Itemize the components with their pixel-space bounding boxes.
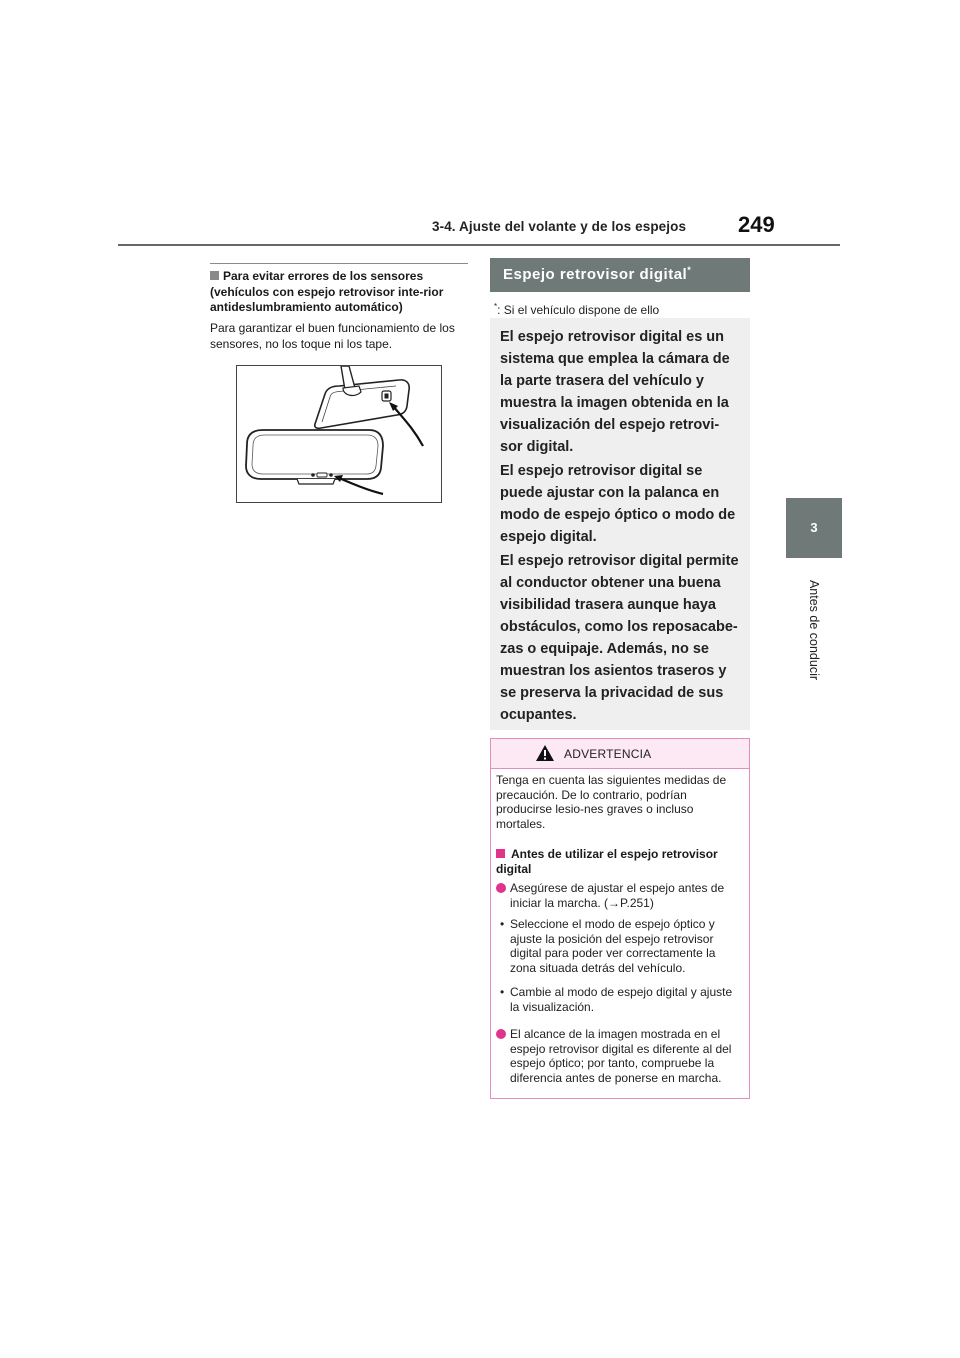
intro-paragraph: El espejo retrovisor digital permite al conductor obtener una buena visibilidad trasera aunque haya obstáculos, como los reposacabe-zas o equipaje. Además, no se muestran los asientos traseros y se preserva la privacidad de sus ocupantes. [500, 553, 739, 723]
intro-paragraph: El espejo retrovisor digital es un sistema que emplea la cámara de la parte trasera del vehículo y muestra la imagen obtenida en la visualización del espejo retrovi-sor digital. [500, 329, 730, 455]
left-divider [210, 263, 468, 264]
warning-item-text: El alcance de la imagen mostrada en el espejo retrovisor digital es diferente al del espejo óptico; por tanto, compruebe la diferencia antes de ponerse en marcha. [510, 1027, 732, 1085]
warning-subheading [496, 847, 744, 876]
warning-title: ADVERTENCIA [564, 747, 652, 761]
warning-item [496, 881, 744, 910]
warning-bullet-text: Seleccione el modo de espejo óptico y ajuste la posición del espejo retrovisor digital para poder ver correctamente la zona situada detrás del vehículo. [510, 917, 716, 975]
circle-bullet-icon [496, 1029, 506, 1039]
bullet-icon: • [500, 985, 505, 999]
square-bullet-icon [496, 849, 505, 858]
sensor-body: Para garantizar el buen funcionamiento de los sensores, no los toque ni los tape. [210, 321, 455, 351]
mirror-illustration [236, 365, 442, 503]
page-number: 249 [738, 212, 775, 237]
mirror-sensor-diagram [237, 366, 441, 502]
intro-box [490, 318, 750, 730]
warning-icon [535, 744, 555, 762]
footnote-text: : Si el vehículo dispone de ello [497, 303, 660, 317]
title-asterisk: * [687, 265, 692, 275]
sensor-heading [210, 269, 468, 316]
circle-bullet-icon [496, 883, 506, 893]
digital-mirror-title-text: Espejo retrovisor digital [503, 266, 688, 283]
header-divider [118, 244, 840, 246]
warning-header [491, 739, 749, 769]
warning-intro: Tenga en cuenta las siguientes medidas de precaución. De lo contrario, podrían producirse lesio-nes graves o incluso mortales. [496, 773, 727, 831]
digital-mirror-title [503, 265, 691, 283]
section-title: 3-4. Ajuste del volante y de los espejos [432, 219, 687, 234]
chapter-label: Antes de conducir [807, 579, 821, 681]
chapter-number: 3 [810, 520, 818, 535]
availability-footnote [494, 302, 659, 317]
intro-paragraph: El espejo retrovisor digital se puede ajustar con la palanca en modo de espejo óptico o modo de espejo digital. [500, 463, 736, 545]
warning-bullet [496, 985, 744, 1014]
warning-box [490, 738, 750, 1099]
warning-bullet-text: Cambie al modo de espejo digital y ajuste la visualización. [510, 985, 733, 1014]
sensor-heading-text: Para evitar errores de los sensores (vehículos con espejo retrovisor inte-rior antideslumbramiento automático) [210, 269, 444, 314]
warning-subheading-text: Antes de utilizar el espejo retrovisor digital [496, 847, 718, 876]
warning-bullet [496, 917, 744, 975]
bullet-icon: • [500, 917, 505, 931]
warning-item [496, 1027, 744, 1085]
footnote-asterisk: * [494, 302, 498, 311]
warning-item-text: Asegúrese de ajustar el espejo antes de iniciar la marcha. (→P.251) [510, 881, 725, 910]
square-bullet-icon [210, 271, 219, 280]
